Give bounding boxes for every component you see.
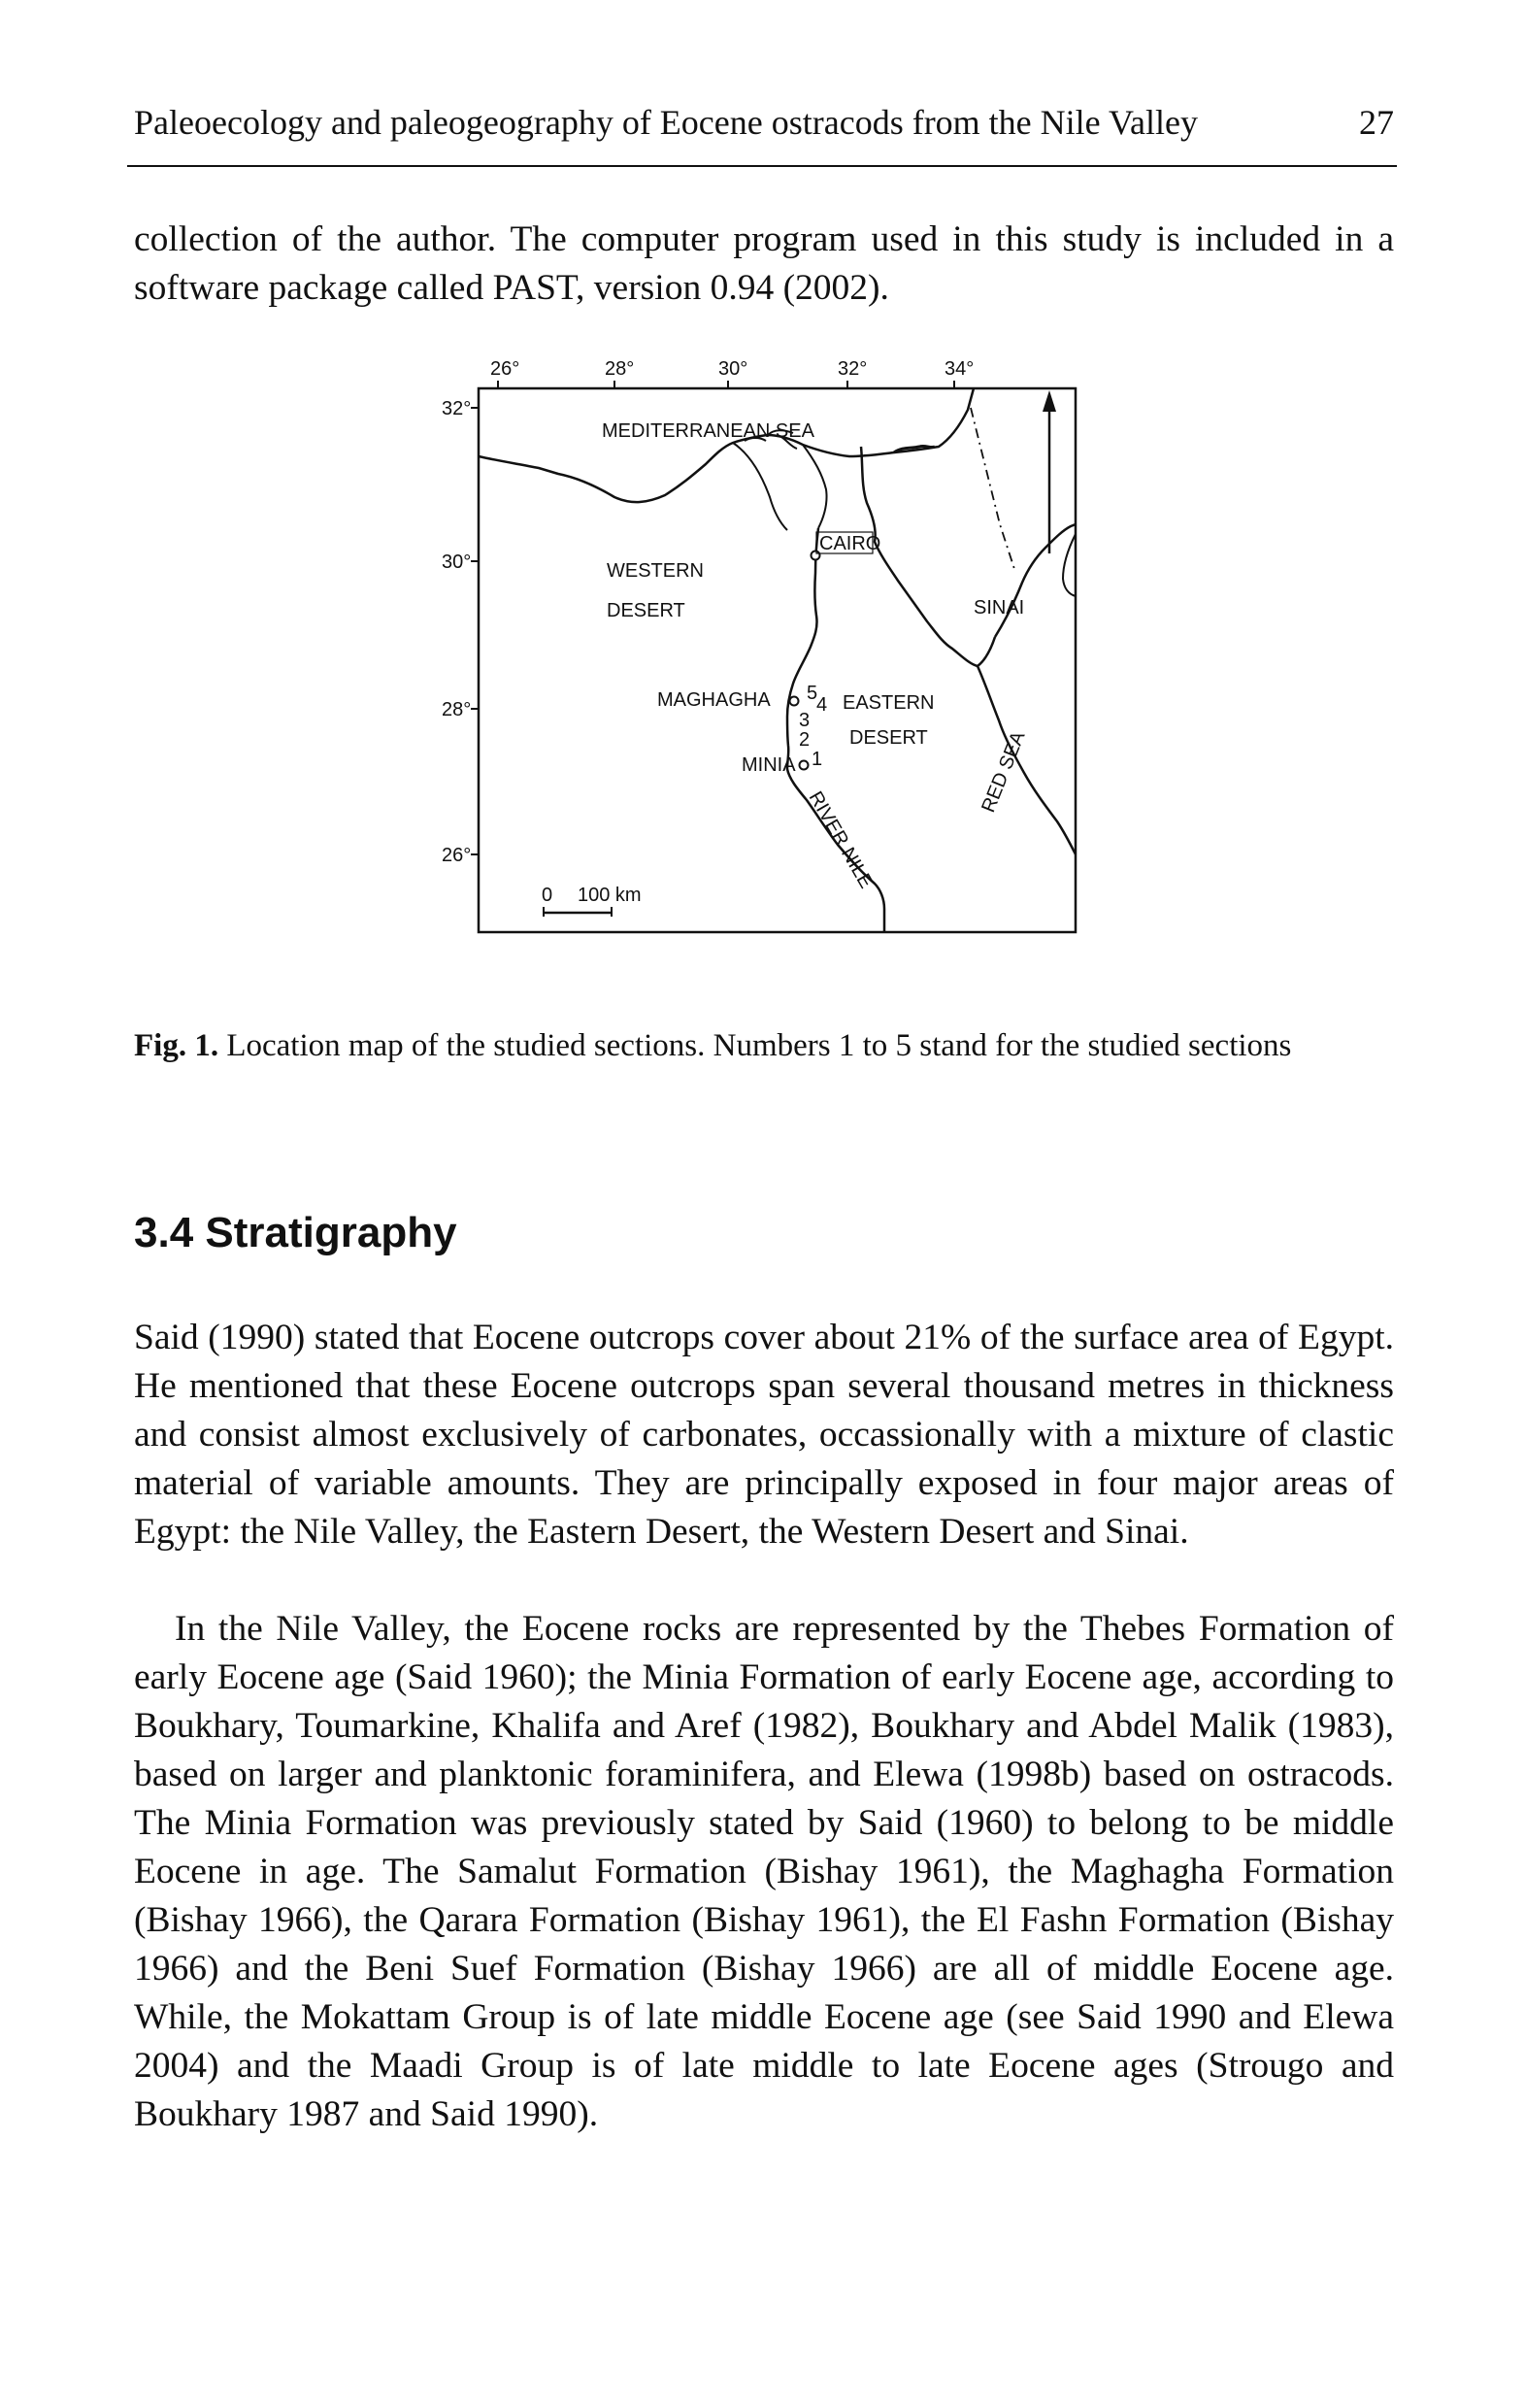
map-frame: [479, 388, 1076, 932]
location-map: [442, 340, 1141, 981]
delta-west-branch: [733, 443, 787, 530]
longitude-label: 26°: [490, 358, 520, 380]
cairo-label: CAIRO: [819, 533, 881, 554]
section-number: 4: [816, 694, 828, 716]
north-arrow-icon: [1043, 390, 1056, 553]
figure-label: Fig. 1.: [134, 1028, 219, 1063]
eastern-desert-label: DESERT: [849, 727, 928, 749]
longitude-label: 30°: [718, 358, 748, 380]
longitude-label: 34°: [945, 358, 975, 380]
western-desert-label: DESERT: [607, 600, 685, 621]
page-number: 27: [1359, 103, 1394, 142]
sea-label: MEDITERRANEAN SEA: [602, 420, 814, 442]
figure-caption-text: Location map of the studied sections. Numbers 1 to 5 stand for the studied sections: [226, 1028, 1292, 1063]
border-line: [971, 408, 1014, 569]
scale-distance-label: 100 km: [578, 885, 642, 906]
section-number: 5: [807, 683, 818, 704]
mediterranean-coastline: [479, 388, 974, 502]
river-nile-label: RIVER NILE: [804, 787, 878, 892]
section-number: 2: [799, 729, 811, 751]
scale-bar: [544, 907, 612, 917]
running-head: [134, 95, 1394, 150]
sinai-label: SINAI: [974, 597, 1025, 619]
figure-caption: [134, 1024, 1394, 1067]
latitude-label: 28°: [442, 699, 472, 720]
location-map-figure: [442, 340, 1141, 981]
longitude-label: 32°: [838, 358, 868, 380]
running-title: Paleoecology and paleogeography of Eocene ostracods from the Nile Valley: [134, 103, 1198, 142]
scale-zero-label: 0: [542, 885, 553, 906]
section-number: 3: [799, 710, 811, 731]
body-paragraph: Said (1990) stated that Eocene outcrops cover about 21% of the surface area of Egypt. He mentioned that these Eocene outcrops span several thousand metres in thickness and consist almost exclusively of carbonates, occassionally with a mixture of clastic material of variable amounts. They are principally exposed in four major areas of Egypt: the Nile Valley, the Eastern Desert, the Western Desert and Sinai.: [134, 1318, 1394, 1552]
header-rule: [127, 165, 1397, 167]
gulf-of-suez-coast: [861, 447, 995, 666]
section-heading: 3.4 Stratigraphy: [134, 1209, 457, 1256]
latitude-label: 26°: [442, 845, 472, 866]
eastern-desert-label: EASTERN: [843, 692, 935, 714]
latitude-label: 30°: [442, 552, 472, 573]
section-number: 1: [812, 749, 823, 770]
longitude-axis: [490, 358, 974, 388]
gulf-of-aqaba-coast: [1063, 534, 1076, 596]
body-paragraph: In the Nile Valley, the Eocene rocks are represented by the Thebes Formation of early Eocene age (Said 1960); the Minia Formation of early Eocene age, according to Boukhary, Toumarkine, Khalifa and Aref (1982), Boukhary and Abdel Malik (1983), based on larger and planktonic foraminifera, and Elewa (1998b) based on ostracods. The Minia Formation was previously stated by Said (1960) to belong to be middle Eocene in age. The Samalut Formation (Bishay 1961), the Maghagha Formation (Bishay 1966), the Qarara Formation (Bishay 1961), the El Fashn Formation (Bishay 1966) and the Beni Suef Formation (Bishay 1966) are all of middle Eocene age. While, the Mokattam Group is of late middle Eocene age (see Said 1990 and Elewa 2004) and the Maadi Group is of late middle to late Eocene ages (Strougo and Boukhary 1987 and Said 1990).: [134, 1609, 1394, 2134]
maghagha-marker: [790, 697, 799, 706]
red-sea-label: RED SEA: [978, 728, 1030, 816]
red-sea-coast: [978, 666, 1076, 854]
latitude-label: 32°: [442, 398, 472, 419]
delta-east-branch: [803, 445, 827, 528]
longitude-label: 28°: [605, 358, 635, 380]
minia-marker: [800, 761, 809, 770]
western-desert-label: WESTERN: [607, 560, 704, 582]
minia-label: MINIA: [742, 754, 796, 776]
maghagha-label: MAGHAGHA: [657, 689, 771, 711]
latitude-axis: [442, 398, 479, 866]
intro-paragraph: collection of the author. The computer program used in this study is included in a software package called PAST, version 0.94 (2002).: [134, 219, 1394, 308]
